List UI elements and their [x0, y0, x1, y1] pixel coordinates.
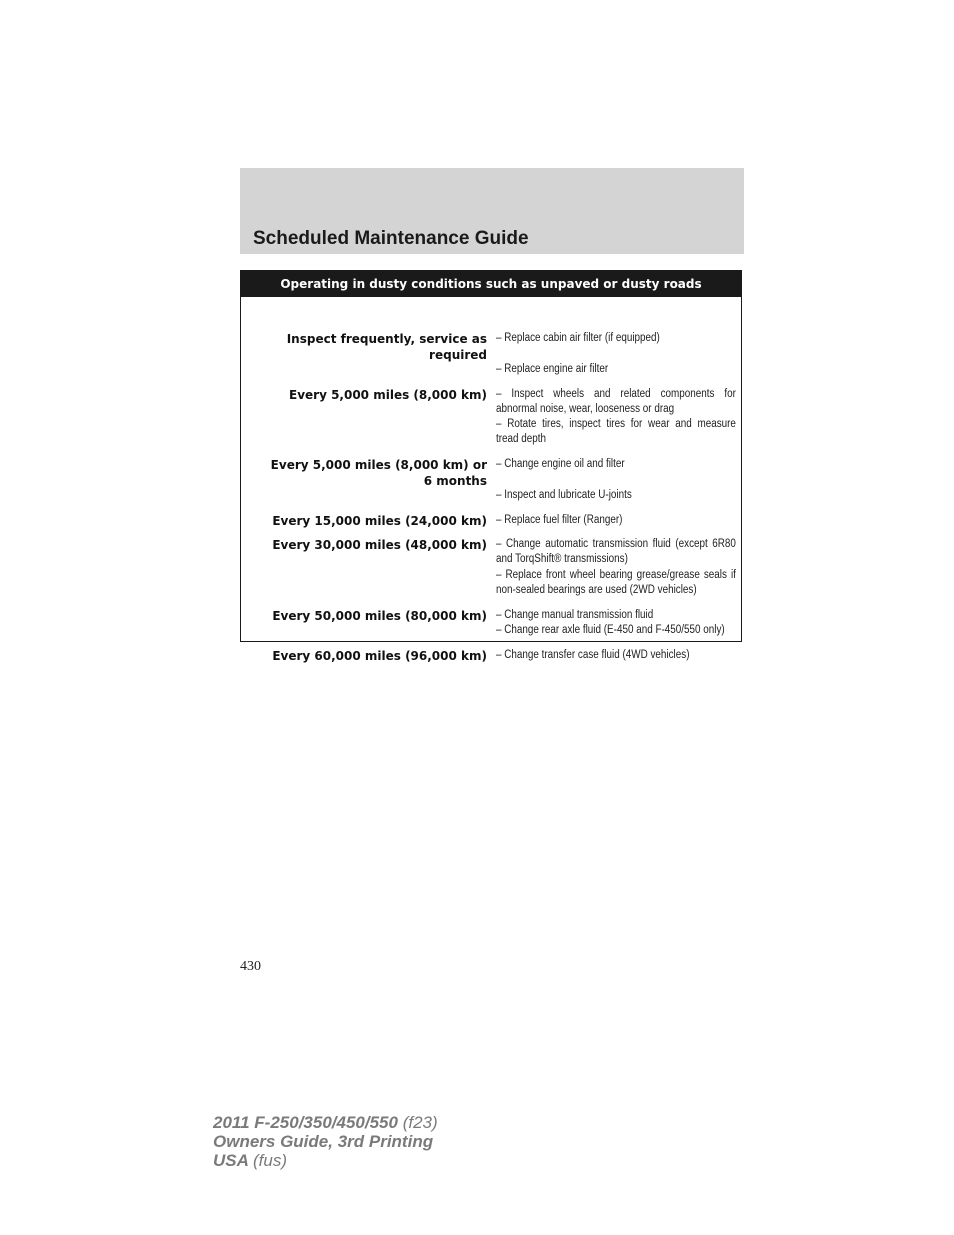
section-title: Scheduled Maintenance Guide — [253, 228, 529, 249]
page-number: 430 — [240, 959, 261, 974]
section-header-band — [240, 168, 744, 254]
interval-label: Every 60,000 miles (96,000 km) — [272, 649, 487, 663]
task-item: – Replace engine air filter — [496, 363, 609, 375]
footer-line-model: 2011 F-250/350/450/550 (f23) — [213, 1113, 438, 1132]
task-item: – Change rear axle fluid (E-450 and F-450/550 only) — [496, 624, 725, 636]
maintenance-table — [240, 270, 742, 663]
interval-label: Every 30,000 miles (48,000 km) — [272, 538, 487, 552]
task-item: – Inspect wheels and related components for abnormal noise, wear, looseness or drag — [496, 388, 736, 415]
task-item: – Change manual transmission fluid — [496, 609, 654, 621]
task-item: – Replace fuel filter (Ranger) — [496, 514, 623, 526]
task-item: – Rotate tires, inspect tires for wear and measure tread depth — [496, 418, 736, 445]
task-item: – Replace front wheel bearing grease/grease seals if non-sealed bearings are used (2WD vehicles) — [496, 569, 736, 596]
task-item: – Change automatic transmission fluid (except 6R80 and TorqShift® transmissions) — [496, 538, 736, 565]
task-item: – Inspect and lubricate U-joints — [496, 489, 632, 501]
interval-label: Every 15,000 miles (24,000 km) — [272, 514, 487, 528]
task-item: – Replace cabin air filter (if equipped) — [496, 332, 660, 344]
table-heading: Operating in dusty conditions such as unpaved or dusty roads — [241, 271, 741, 297]
interval-label: Every 5,000 miles (8,000 km) — [289, 388, 487, 402]
interval-label: Every 5,000 miles (8,000 km) or 6 months — [270, 458, 487, 488]
task-item: – Change engine oil and filter — [496, 458, 625, 470]
footer-line-region: USA (fus) — [213, 1151, 287, 1170]
interval-label: Inspect frequently, service as required — [286, 332, 487, 362]
footer-line-edition: Owners Guide, 3rd Printing — [213, 1132, 434, 1151]
task-item: – Change transfer case fluid (4WD vehicles) — [496, 649, 690, 661]
document-footer — [213, 1113, 438, 1170]
interval-label: Every 50,000 miles (80,000 km) — [272, 609, 487, 623]
